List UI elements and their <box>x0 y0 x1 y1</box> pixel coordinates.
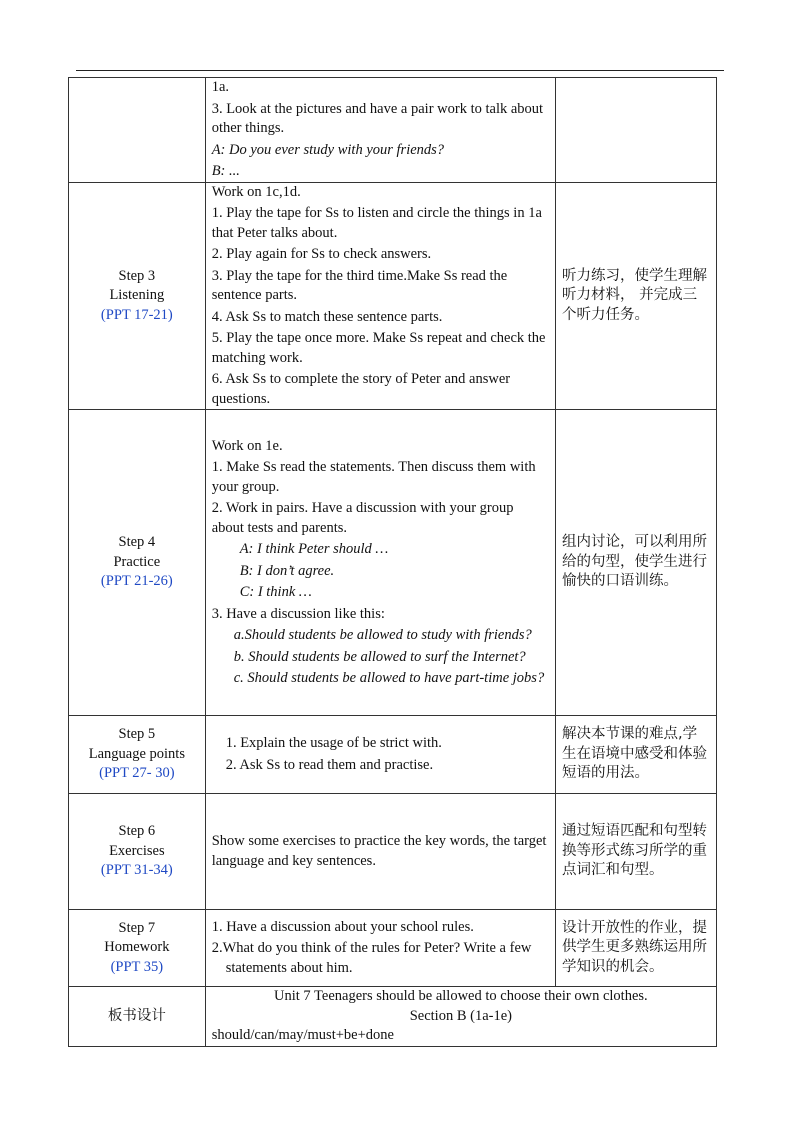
step-name: Practice <box>113 553 161 570</box>
board-structure: should/can/may/must+be+done <box>211 1027 394 1043</box>
content-line: A: I think Peter should … <box>239 541 389 557</box>
board-section: Section B (1a-1e) <box>409 1007 512 1024</box>
content-cell <box>205 794 555 910</box>
ppt-range: (PPT 17-21) <box>100 306 173 323</box>
table-row <box>69 182 717 410</box>
ppt-range: (PPT 31-34) <box>100 862 173 879</box>
table-row <box>69 987 717 1047</box>
table-row <box>69 716 717 794</box>
step-number: Step 5 <box>118 726 156 743</box>
step-number: Step 6 <box>118 823 156 840</box>
content-line: 2. Work in pairs. Have a discussion with your group about tests and parents. <box>211 500 514 536</box>
step-name: Listening <box>109 287 165 303</box>
content-line: 1. Play the tape for Ss to listen and circle the things in 1a that Peter talks about. <box>211 205 542 241</box>
ppt-range: (PPT 21-26) <box>100 573 173 590</box>
content-line: 1. Have a discussion about your school rules. <box>211 918 474 935</box>
step-name: Homework <box>104 939 170 956</box>
board-content-cell <box>205 987 716 1047</box>
header-rule <box>76 70 724 71</box>
content-line: Work on 1e. <box>211 437 283 454</box>
content-line: 5. Play the tape once more. Make Ss repeat and check the matching work. <box>211 330 546 366</box>
board-label: 板书设计 <box>69 987 206 1047</box>
content-line: 4. Ask Ss to match these sentence parts. <box>211 308 443 325</box>
ppt-range: (PPT 35) <box>110 958 164 975</box>
ppt-range: (PPT 27- 30) <box>99 765 175 782</box>
lesson-plan-table <box>68 77 717 1047</box>
content-line: C: I think … <box>239 584 312 600</box>
board-title: Unit 7 Teenagers should be allowed to choose their own clothes. <box>274 988 648 1004</box>
content-line: B: ... <box>211 163 240 179</box>
step-number: Step 7 <box>118 919 156 936</box>
step-name: Exercises <box>109 842 165 859</box>
content-line: 1. Explain the usage of be strict with. <box>225 735 442 751</box>
content-line: 3. Have a discussion like this: <box>211 605 385 622</box>
step-cell <box>69 78 206 183</box>
step-cell <box>69 910 206 987</box>
content-line: Show some exercises to practice the key words, the target language and key sentences. <box>211 833 547 869</box>
purpose-cell: 设计开放性的作业，提供学生更多熟练运用所学知识的机会。 <box>556 910 717 987</box>
content-line: 1a. <box>211 79 229 95</box>
step-cell <box>69 182 206 410</box>
content-line: c. Should students be allowed to have part-time jobs? <box>233 670 545 686</box>
content-cell <box>205 182 555 410</box>
content-line: 2. Play again for Ss to check answers. <box>211 246 432 262</box>
content-line: 2. Ask Ss to read them and practise. <box>225 756 434 773</box>
table-row <box>69 910 717 987</box>
table-row <box>69 410 717 716</box>
content-cell <box>205 78 555 183</box>
step-number: Step 4 <box>118 534 156 551</box>
purpose-cell: 组内讨论，可以利用所给的句型，使学生进行愉快的口语训练。 <box>556 410 717 716</box>
step-cell <box>69 794 206 910</box>
purpose-cell: 解决本节课的难点,学生在语境中感受和体验短语的用法。 <box>556 716 717 794</box>
content-line: 2.What do you think of the rules for Peter? Write a few statements about him. <box>211 940 532 976</box>
step-cell <box>69 716 206 794</box>
content-cell <box>205 910 555 987</box>
table-row <box>69 78 717 183</box>
purpose-cell: 通过短语匹配和句型转换等形式练习所学的重点词汇和句型。 <box>556 794 717 910</box>
content-line: 6. Ask Ss to complete the story of Peter and answer questions. <box>211 371 511 407</box>
table-row <box>69 794 717 910</box>
content-line: a.Should students be allowed to study with friends? <box>233 627 532 643</box>
purpose-cell: 听力练习，使学生理解听力材料， 并完成三个听力任务。 <box>556 182 717 410</box>
content-line: B: I don’t agree. <box>239 562 335 579</box>
content-line: b. Should students be allowed to surf the Internet? <box>233 648 526 665</box>
content-line: A: Do you ever study with your friends? <box>211 141 445 158</box>
step-name: Language points <box>88 745 185 762</box>
step-cell <box>69 410 206 716</box>
purpose-cell <box>556 78 717 183</box>
content-line: Work on 1c,1d. <box>211 183 301 200</box>
content-line: 3. Play the tape for the third time.Make Ss read the sentence parts. <box>211 267 508 303</box>
content-line: 1. Make Ss read the statements. Then discuss them with your group. <box>211 459 536 495</box>
step-number: Step 3 <box>118 267 156 284</box>
content-line: 3. Look at the pictures and have a pair work to talk about other things. <box>211 100 544 136</box>
content-cell <box>205 716 555 794</box>
content-cell <box>205 410 555 716</box>
